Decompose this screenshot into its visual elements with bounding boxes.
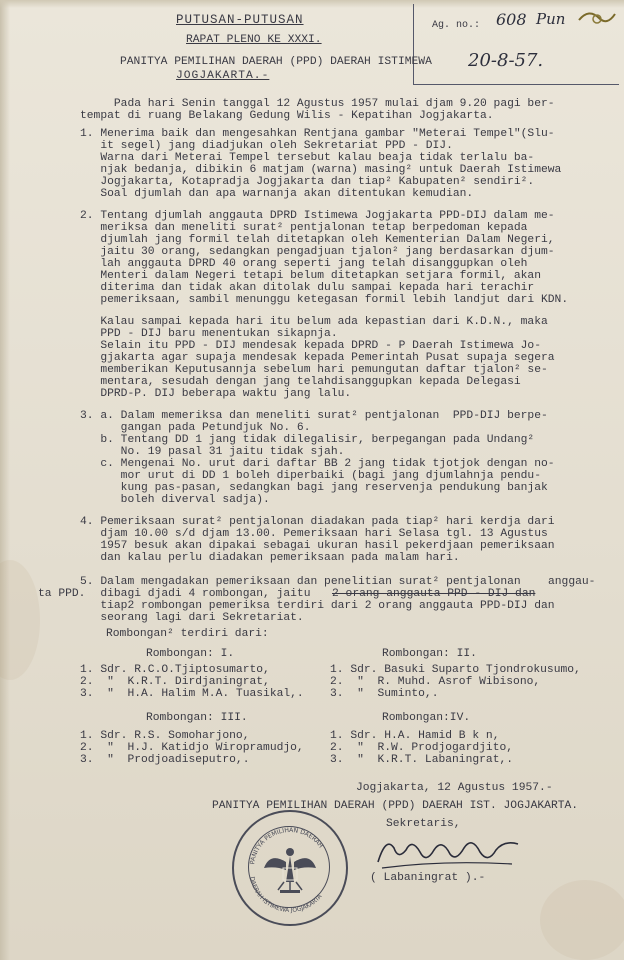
signatory-role: Sekretaris,: [386, 818, 461, 830]
text-line: 1957 besuk akan dipakai sebagai ukuran hasil pekerdjaan pemeriksaan: [80, 540, 555, 552]
text-line: Pada hari Senin tanggal 12 Agustus 1957 mulai djam 9.20 pagi ber-: [80, 98, 555, 110]
text-line: Soal djumlah dan apa warnanja akan ditentukan kemudian.: [80, 188, 474, 200]
text-line: pemeriksaan, sambil menunggu ketegasan formil lebih landjut dari KDN.: [80, 294, 569, 306]
page-title: PUTUSAN-PUTUSAN: [176, 13, 304, 27]
group-member: 3. " Suminto,.: [330, 688, 439, 700]
text-line: boleh diverval sadja).: [80, 494, 270, 506]
org-line-2: JOGJAKARTA.-: [176, 70, 270, 82]
paper-stain: [0, 560, 40, 680]
agenda-number: 608: [496, 10, 527, 29]
clip-mark-icon: [575, 6, 619, 32]
stamp-bottom-text: DAERAH ISTIMEWA JOGJAKARTA: [248, 876, 324, 915]
signatory-name: ( Labaningrat ).-: [370, 872, 486, 884]
group-label: Rombongan:IV.: [382, 712, 471, 724]
group-member: 3. " Prodjoadiseputro,.: [80, 754, 250, 766]
group-label: Rombongan: III.: [146, 712, 248, 724]
text-line: Warna dari Meterai Tempel tersebut kalau beaja tidak terlalu ba-: [80, 152, 535, 164]
group-member: 2. " H.J. Katidjo Wiropramudjo,: [80, 742, 304, 754]
text-line: gjakarta agar supaja mendesak kepada Pemerintah Pusat supaja segera: [80, 352, 555, 364]
agenda-date: 20-8-57.: [468, 50, 544, 71]
text-line: DPRD-P. DIJ beberapa waktu jang lalu.: [80, 388, 352, 400]
text-line: seorang lagi dari Sekretariat.: [80, 612, 304, 624]
page-subtitle: RAPAT PLENO KE XXXI.: [186, 34, 322, 46]
group-member: 3. " H.A. Halim M.A. Tuasikal,.: [80, 688, 304, 700]
agenda-handnote: Pun: [536, 10, 566, 28]
text-line: Kalau sampai kepada hari itu belum ada kepastian dari K.D.N., maka: [80, 316, 548, 328]
group-member: 1. Sdr. Basuki Suparto Tjondrokusumo,: [330, 664, 581, 676]
text-line: PPD - DIJ baru menentukan sikapnja.: [80, 328, 338, 340]
text-line: 4. Pemeriksaan surat² pentjalonan diadakan pada tiap² hari kerdja dari: [80, 516, 555, 528]
text-line: diterima dan tidak akan ditolak dulu sampai kepada hari terachir: [80, 282, 535, 294]
struck-text: 2 orang anggauta PPD - DIJ dan: [332, 588, 536, 600]
text-line: meriksa dan meneliti surat² pentjalonan tetap berpedoman kepada: [80, 222, 528, 234]
group-label: Rombongan: I.: [146, 648, 235, 660]
group-member: 1. Sdr. R.C.O.Tjiptosumarto,: [80, 664, 270, 676]
text-line: dibagi djadi 4 rombongan, jaitu: [80, 588, 318, 600]
group-member: 3. " K.R.T. Labaningrat,.: [330, 754, 514, 766]
text-line: gangan pada Petundjuk No. 6.: [80, 422, 311, 434]
svg-text:PANITYA PEMILIHAN DAERAH: [249, 827, 324, 865]
group-member: 2. " K.R.T. Dirdjaningrat,: [80, 676, 270, 688]
group-member: 1. Sdr. H.A. Hamid B k n,: [330, 730, 500, 742]
org-line-1: PANITYA PEMILIHAN DAERAH (PPD) DAERAH ISTIMEWA: [120, 56, 432, 68]
text-line: jaitu 30 orang, sedangkan pengadjuan tjalon² jang berdasarkan djum-: [80, 246, 555, 258]
margin-note: ta PPD.: [38, 588, 86, 600]
text-line: No. 19 pasal 31 jaitu tidak sjah.: [80, 446, 345, 458]
paper-stain: [540, 880, 624, 960]
text-line: dan kalau perlu diadakan pemeriksaan pada malam hari.: [80, 552, 460, 564]
text-line: djam 10.00 s/d djam 13.00. Pemeriksaan hari Selasa tgl. 13 Agustus: [80, 528, 548, 540]
text-line: memberikan Keputusannja sebelum hari pemungutan daftar tjalon² se-: [80, 364, 548, 376]
text-line: it segel) jang diadjukan oleh Sekretariat PPD - DIJ.: [80, 140, 453, 152]
text-line: Jogjakarta, Kotapradja Jogjakarta dan tiap² Kabupaten² sendiri².: [80, 176, 535, 188]
group-member: 2. " R.W. Prodjogardjito,: [330, 742, 514, 754]
text-line: Menteri dalam Negeri tetapi belum ditetapkan setjara formil, akan: [80, 270, 541, 282]
group-member: 1. Sdr. R.S. Somoharjono,: [80, 730, 250, 742]
handwritten-signature: [372, 830, 522, 874]
garuda-emblem-icon: [234, 812, 346, 924]
text-line: lah anggauta DPRD 40 orang seperti jang telah disanggupkan oleh: [80, 258, 528, 270]
paper-edge-left: [0, 0, 10, 960]
group-member: 2. " R. Muhd. Asrof Wibisono,: [330, 676, 541, 688]
text-line: Selain itu PPD - DIJ mendesak kepada DPRD - P Daerah Istimewa Jo-: [80, 340, 541, 352]
agenda-label: Ag. no.:: [432, 20, 481, 31]
text-line: mentara, sesudah dengan jang telahdisanggupkan kepada Delegasi: [80, 376, 521, 388]
text-line: kung pas-pasan, sedangkan bagi jang reservenja pendukung banjak: [80, 482, 548, 494]
text-line: c. Mengenai No. urut dari daftar BB 2 jang tidak tjotjok dengan no-: [80, 458, 555, 470]
text-line: njak bedanja, dibikin 6 matjam (warna) masing² untuk Daerah Istimewa: [80, 164, 562, 176]
rombongan-heading: Rombongan² terdiri dari:: [106, 628, 269, 640]
stamp-top-text: PANITYA PEMILIHAN DAERAH: [249, 826, 325, 865]
text-line: djumlah jang formil telah ditetapkan oleh Kementerian Dalam Negeri,: [80, 234, 555, 246]
text-line: 3. a. Dalam memeriksa dan meneliti surat² pentjalonan PPD-DIJ berpe-: [80, 410, 548, 422]
text-line: 2. Tentang djumlah anggauta DPRD Istimewa Jogjakarta PPD-DIJ dalam me-: [80, 210, 555, 222]
text-line: 1. Menerima baik dan mengesahkan Rentjana gambar "Meterai Tempel"(Slu-: [80, 128, 555, 140]
text-line: mor urut di DD 1 boleh diperbaiki (bagi jang djumlahnja pendu-: [80, 470, 541, 482]
place-date: Jogjakarta, 12 Agustus 1957.-: [356, 782, 553, 794]
official-stamp: [232, 810, 348, 926]
text-line-tail: anggau-: [548, 576, 596, 588]
text-line: tempat di ruang Belakang Gedung Wilis - Kepatihan Jogjakarta.: [80, 110, 494, 122]
text-line: 5. Dalam mengadakan pemeriksaan dan penelitian surat² pentjalonan: [80, 576, 521, 588]
closing-org: PANITYA PEMILIHAN DAERAH (PPD) DAERAH IST. JOGJAKARTA.: [212, 800, 579, 812]
text-line: b. Tentang DD 1 jang tidak dilegalisir, berpegangan pada Undang²: [80, 434, 535, 446]
group-label: Rombongan: II.: [382, 648, 477, 660]
text-line: tiap2 rombongan pemeriksa terdiri dari 2 orang anggauta PPD-DIJ dan: [80, 600, 555, 612]
